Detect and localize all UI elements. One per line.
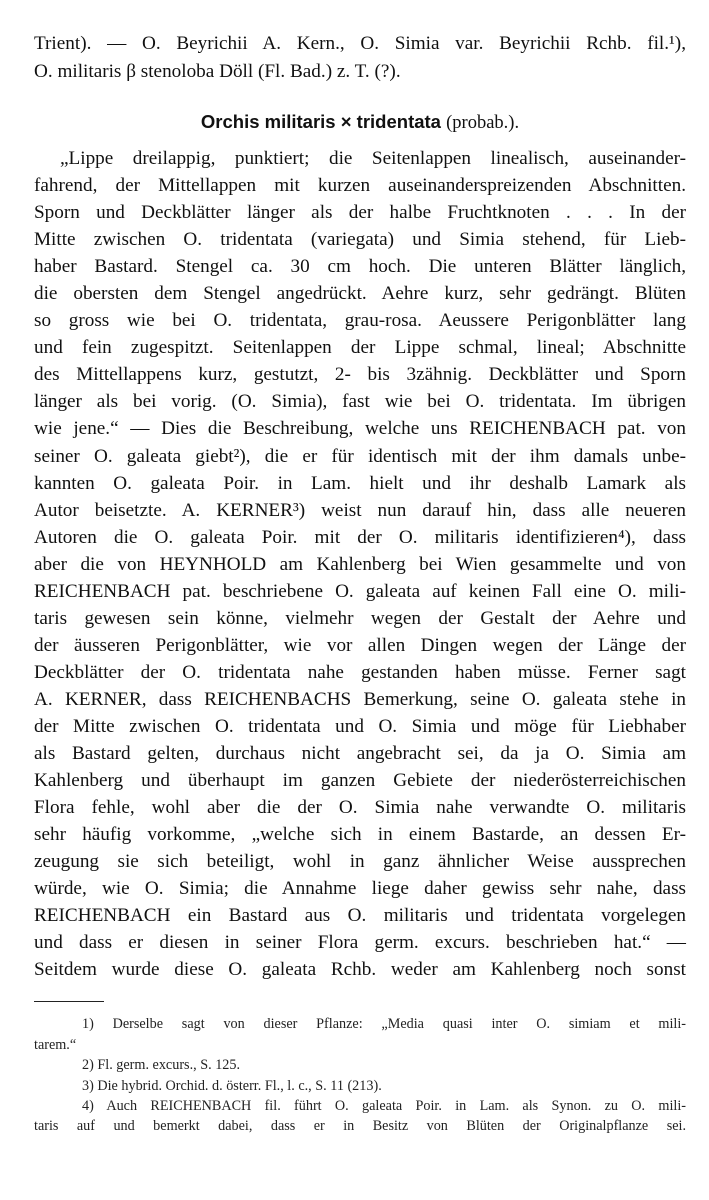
body-line: Kahlenberg und überhaupt im ganzen Gebiete der niederösterreichischen — [34, 770, 686, 792]
footnote-line: taris auf und bemerkt dabei, dass er in Besitz von Blüten der Originalpflanze sei. — [34, 1118, 686, 1135]
body-line: würde, wie O. Simia; die Annahme liege daher gewiss sehr nahe, dass — [34, 878, 686, 900]
body-line: „Lippe dreilappig, punktiert; die Seitenlappen linealisch, auseinander- — [60, 148, 686, 169]
body-line: Autoren die O. galeata Poir. mit der O. militaris identifizieren⁴), dass — [34, 526, 686, 548]
footnotes — [34, 1014, 686, 1136]
body-line: Seitdem wurde diese O. galeata Rchb. weder am Kahlenberg noch sonst — [34, 959, 686, 981]
body-line: haber Bastard. Stengel ca. 30 cm hoch. Die unteren Blätter länglich, — [34, 256, 686, 278]
body-line: seiner O. galeata giebt²), die er für identisch mit der ihm damals unbe- — [34, 445, 686, 467]
body-line: fahrend, der Mittellappen mit kurzen auseinanderspreizenden Abschnitten. — [34, 175, 686, 197]
body-line: aber die von HEYNHOLD am Kahlenberg bei Wien gesammelte und von — [34, 553, 686, 575]
footnote-line: tarem.“ — [34, 1036, 77, 1053]
intro-line: O. militaris β stenoloba Döll (Fl. Bad.) z. T. (?). — [34, 60, 401, 82]
body-line: A. KERNER, dass REICHENBACHS Bemerkung, seine O. galeata stehe in — [34, 688, 686, 710]
body-line: taris gewesen sein könne, vielmehr wegen der Gestalt der Aehre und — [34, 607, 686, 629]
body-line: länger als bei vorig. (O. Simia), fast wie bei O. tridentata. Im übrigen — [34, 391, 686, 413]
body-line: so gross wie bei O. tridentata, grau-rosa. Aeussere Perigonblätter lang — [34, 310, 686, 332]
body-line: zeugung sie sich beteiligt, wohl in ganz ähnlicher Weise aussprechen — [34, 851, 686, 873]
body-line: und fein zugespitzt. Seitenlappen der Lippe schmal, lineal; Abschnitte — [34, 337, 686, 359]
intro-text — [34, 30, 686, 85]
body-line: Sporn und Deckblätter länger als der halbe Fruchtknoten . . . In der — [34, 202, 686, 224]
footnote-line: 2) Fl. germ. excurs., S. 125. — [82, 1057, 241, 1074]
body-line: Deckblätter der O. tridentata nahe gestanden haben müsse. Ferner sagt — [34, 661, 686, 683]
body-line: wie jene.“ — Dies die Beschreibung, welche uns REICHENBACH pat. von — [34, 418, 686, 440]
footnote-divider — [34, 1001, 104, 1002]
intro-line: Trient). — O. Beyrichii A. Kern., O. Simia var. Beyrichii Rchb. fil.¹), — [34, 33, 686, 54]
document-page — [34, 30, 686, 1137]
body-text — [34, 145, 686, 983]
body-line: kannten O. galeata Poir. in Lam. hielt und ihr deshalb Lamark als — [34, 472, 686, 494]
heading-title: Orchis militaris × tridentata — [200, 111, 441, 132]
body-line: der äusseren Perigonblätter, wie vor allen Dingen wegen der Länge der — [34, 634, 686, 656]
footnote-line: 4) Auch REICHENBACH fil. führt O. galeata Poir. in Lam. als Synon. zu O. mili- — [82, 1098, 686, 1115]
body-line: und dass er diesen in seiner Flora germ. excurs. beschrieben hat.“ — — [34, 932, 686, 954]
body-line: sehr häufig vorkomme, „welche sich in einem Bastarde, an dessen Er- — [34, 824, 686, 846]
body-line: des Mittellappens kurz, gestutzt, 2- bis 3zähnig. Deckblätter und Sporn — [34, 364, 686, 386]
body-line: die obersten dem Stengel angedrückt. Aehre kurz, sehr gedrängt. Blüten — [34, 283, 686, 305]
body-line: Mitte zwischen O. tridentata (variegata) und Simia stehend, für Lieb- — [34, 229, 686, 251]
body-line: REICHENBACH pat. beschriebene O. galeata auf keinen Fall eine O. mili- — [34, 580, 686, 602]
body-line: REICHENBACH ein Bastard aus O. militaris und tridentata vorgelegen — [34, 905, 686, 927]
body-line: der Mitte zwischen O. tridentata und O. Simia und möge für Liebhaber — [34, 715, 686, 737]
heading-qualifier: (probab.). — [446, 113, 520, 133]
footnote-line: 1) Derselbe sagt von dieser Pflanze: „Media quasi inter O. simiam et mili- — [82, 1016, 686, 1033]
body-line: als Bastard gelten, durchaus nicht angebracht sei, da ja O. Simia am — [34, 743, 686, 765]
body-line: Flora fehle, wohl aber die der O. Simia nahe verwandte O. militaris — [34, 797, 686, 819]
footnote-line: 3) Die hybrid. Orchid. d. österr. Fl., l. c., S. 11 (213). — [82, 1077, 382, 1094]
section-heading — [34, 109, 686, 135]
body-line: Autor beisetzte. A. KERNER³) weist nun darauf hin, dass alle neueren — [34, 499, 686, 521]
